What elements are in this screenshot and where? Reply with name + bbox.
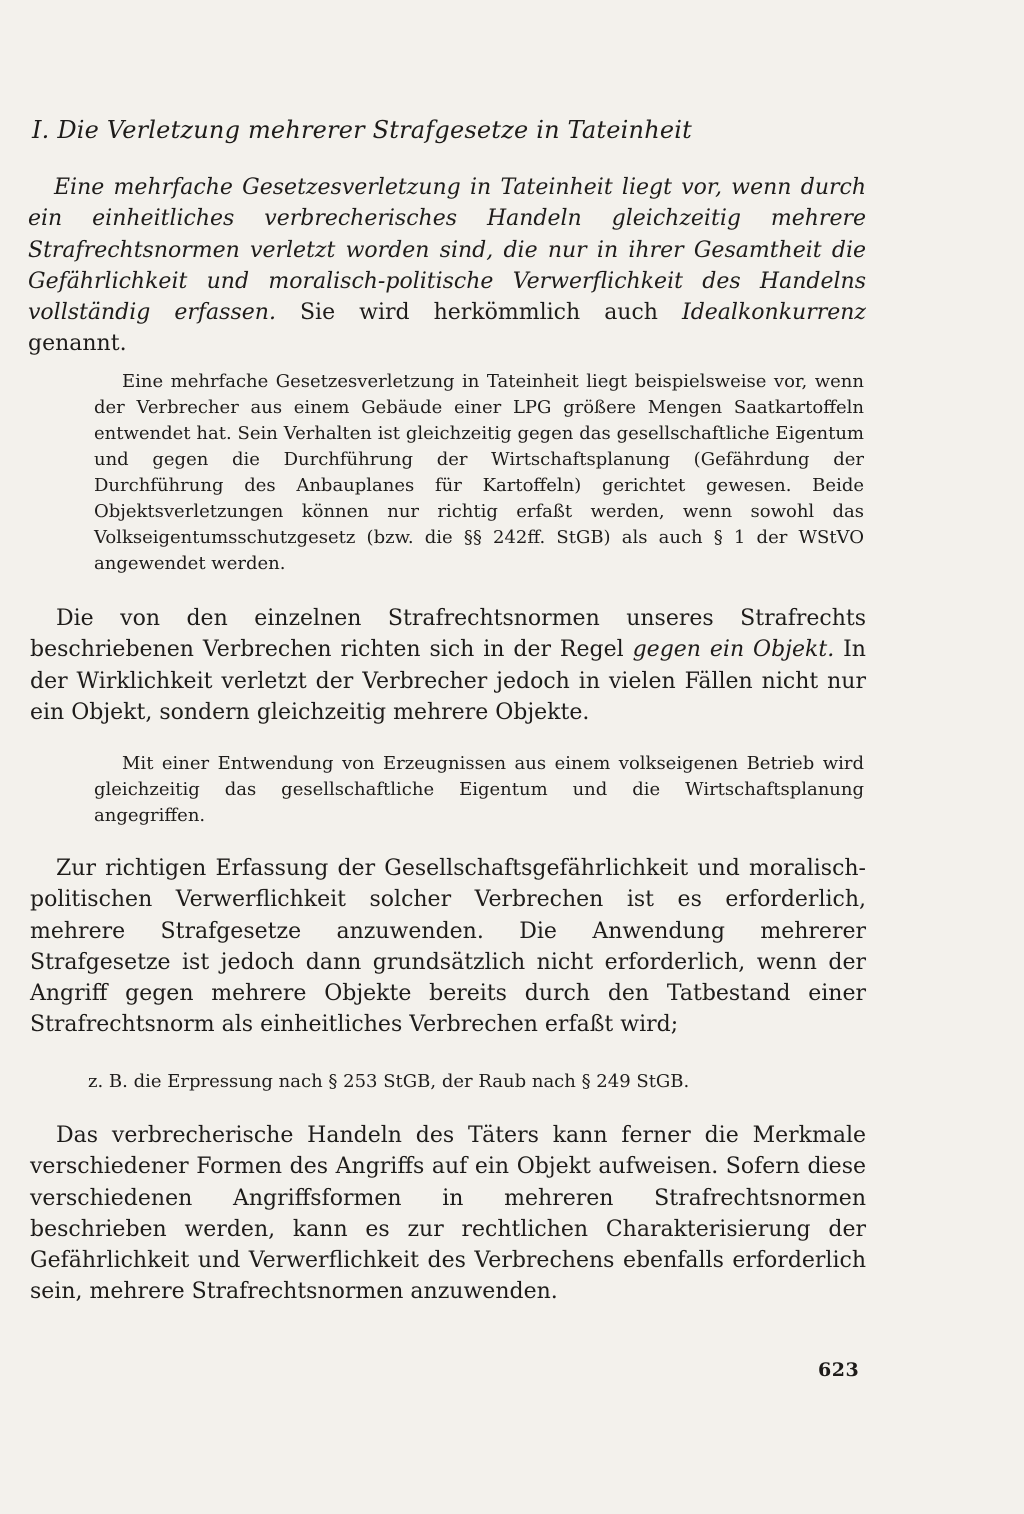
example-paragraph-3: z. B. die Erpressung nach § 253 StGB, der Raub nach § 249 StGB. bbox=[88, 1071, 690, 1092]
intro-paragraph bbox=[28, 172, 866, 360]
intro-plain-text: Sie wird herkömmlich auch bbox=[275, 300, 682, 326]
intro-definition: Eine mehrfache Gesetzesverletzung in Tateinheit liegt vor, wenn durch ein einheitliches verbrecherisches Handeln gleichzeitig mehrere Strafrechtsnormen verletzt worden sind, die nur in ihrer Gesamtheit die Gefährlichkeit und moralisch-politische Verwerflichkeit des Handelns vollständig erfassen. bbox=[28, 175, 866, 326]
intro-term: Idealkonkurrenz bbox=[682, 300, 867, 326]
para2-emphasis: gegen ein Objekt. bbox=[632, 637, 835, 663]
para2-text: Die von den einzelnen Strafrechtsnormen unseres Strafrechts beschriebenen Verbrechen richten sich in der Regel bbox=[30, 606, 866, 663]
example-paragraph-2: Mit einer Entwendung von Erzeugnissen aus einem volkseigenen Betrieb wird gleichzeitig das gesellschaftliche Eigentum und die Wirtschaftsplanung angegriffen. bbox=[94, 753, 864, 826]
example-paragraph-1: Eine mehrfache Gesetzesverletzung in Tateinheit liegt beispielsweise vor, wenn der Verbrecher aus einem Gebäude einer LPG größere Mengen Saatkartoffeln entwendet hat. Sein Verhalten ist gleichzeitig gegen das gesellschaftliche Eigentum und gegen die Durchführung der Wirtschaftsplanung (Gefährdung der Durchführung des Anbauplanes für Kartoffeln) gerichtet gewesen. Beide Objektsverletzungen können nur richtig erfaßt werden, wenn sowohl das Volkseigentumsschutzgesetz (bzw. die §§ 242ff. StGB) als auch § 1 der WStVO angewendet werden. bbox=[94, 371, 864, 574]
para2-text-after: In der Wirklichkeit verletzt der Verbrecher jedoch in vielen Fällen nicht nur ein Objekt, sondern gleichzeitig mehrere Objekte. bbox=[30, 637, 866, 725]
section-heading: I. Die Verletzung mehrerer Strafgesetze in Tateinheit bbox=[32, 116, 692, 144]
intro-ending: genannt. bbox=[28, 331, 127, 357]
body-paragraph-2 bbox=[30, 603, 866, 728]
page-number: 623 bbox=[818, 1359, 860, 1381]
body-paragraph-3: Zur richtigen Erfassung der Gesellschaftsgefährlichkeit und moralisch-politischen Verwerflichkeit solcher Verbrechen ist es erforderlich, mehrere Strafgesetze anzuwenden. Die Anwendung mehrerer Strafgesetze ist jedoch dann grundsätzlich nicht erforderlich, wenn der Angriff gegen mehrere Objekte bereits durch den Tatbestand einer Strafrechtsnorm als einheitliches Verbrechen erfaßt wird; bbox=[30, 856, 866, 1038]
body-paragraph-4: Das verbrecherische Handeln des Täters kann ferner die Merkmale verschiedener Formen des Angriffs auf ein Objekt aufweisen. Sofern diese verschiedenen Angriffsformen in mehreren Strafrechtsnormen beschrieben werden, kann es zur rechtlichen Charakterisierung der Gefährlichkeit und Verwerflichkeit des Verbrechens ebenfalls erforderlich sein, mehrere Strafrechtsnormen anzuwenden. bbox=[30, 1123, 866, 1305]
